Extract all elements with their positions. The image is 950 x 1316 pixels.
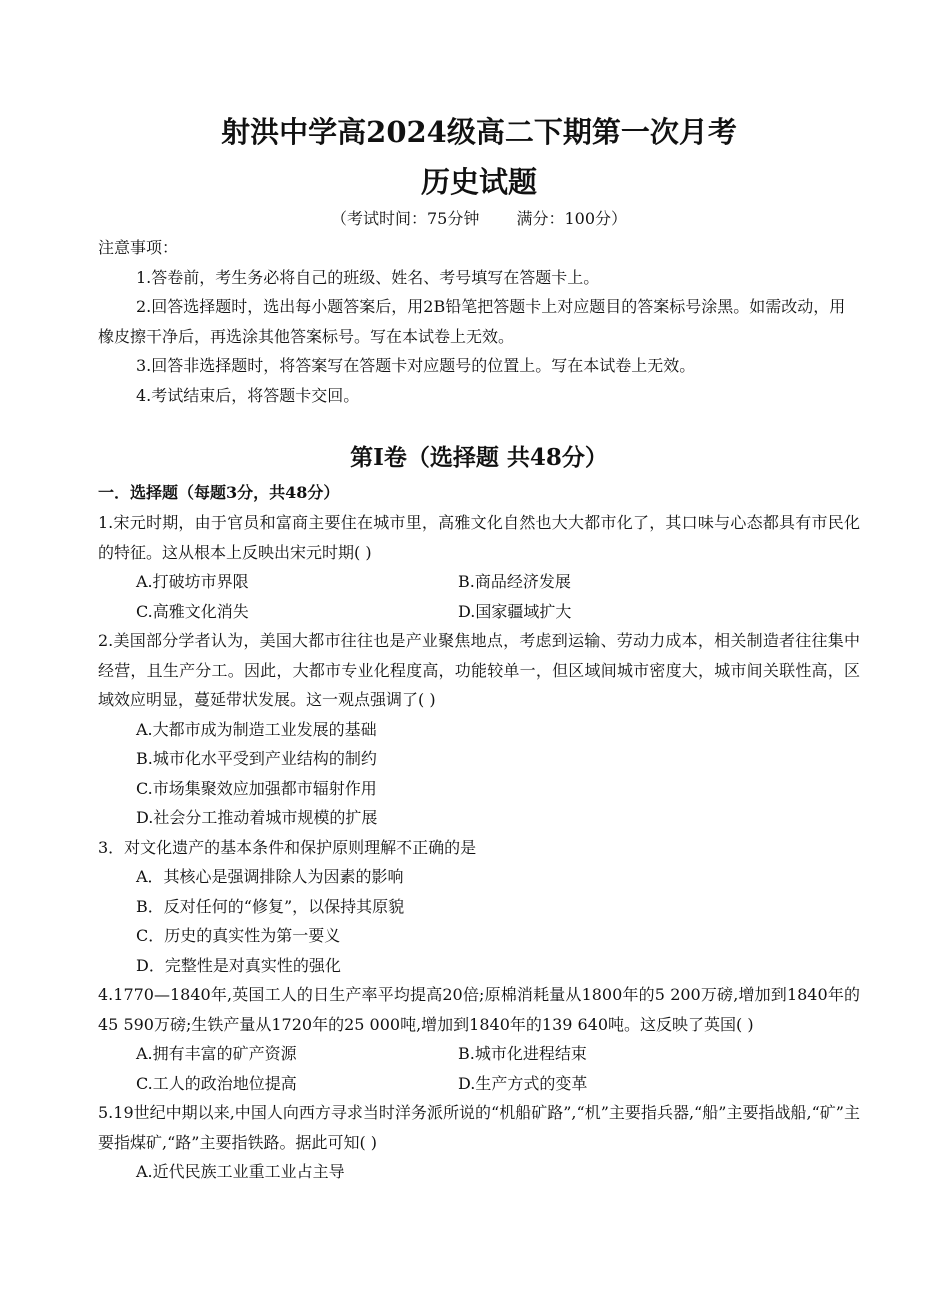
options-grid bbox=[98, 567, 860, 626]
option-a: A.大都市成为制造工业发展的基础 bbox=[136, 719, 377, 739]
option-d: D．完整性是对真实性的强化 bbox=[136, 955, 341, 975]
question-stem: 4.1770—1840年,英国工人的日生产率平均提高20倍;原棉消耗量从1800年的5 200万磅,增加到1840年的45 590万磅;生铁产量从1720年的25 000吨,增加到1840年的139 640吨。这反映了英国( ) bbox=[98, 985, 860, 1034]
question-1 bbox=[98, 508, 860, 626]
exam-title: 射洪中学高2024级高二下期第一次月考 bbox=[221, 115, 737, 149]
option-b: B．反对任何的“修复”，以保持其原貌 bbox=[136, 896, 405, 916]
exam-meta bbox=[98, 207, 860, 231]
notice-item: 4.考试结束后，将答题卡交回。 bbox=[136, 385, 360, 405]
question-2 bbox=[98, 626, 860, 833]
exam-subtitle: 历史试题 bbox=[420, 165, 537, 199]
option-a: A.近代民族工业重工业占主导 bbox=[136, 1162, 345, 1181]
exam-time: （考试时间：75分钟 bbox=[330, 209, 480, 228]
options-grid bbox=[98, 1039, 860, 1098]
option-d: D.社会分工推动着城市规模的扩展 bbox=[136, 808, 378, 827]
option-d: D.生产方式的变革 bbox=[458, 1073, 588, 1093]
question-stem: 3．对文化遗产的基本条件和保护原则理解不正确的是 bbox=[98, 837, 477, 857]
notice-item: 2.回答选择题时，选出每小题答案后，用2B铅笔把答题卡上对应题目的答案标号涂黑。如需改动，用橡皮擦干净后，再选涂其他答案标号。写在本试卷上无效。 bbox=[98, 297, 846, 346]
option-c: C．历史的真实性为第一要义 bbox=[136, 926, 341, 945]
question-stem: 1.宋元时期，由于官员和富商主要住在城市里，高雅文化自然也大大都市化了，其口味与心态都具有市民化的特征。这从根本上反映出宋元时期( ) bbox=[98, 513, 860, 562]
option-b: B.商品经济发展 bbox=[458, 572, 571, 591]
option-b: B.城市化进程结束 bbox=[458, 1044, 587, 1063]
question-3 bbox=[98, 833, 860, 981]
option-d: D.国家疆域扩大 bbox=[458, 601, 572, 621]
option-c: C.高雅文化消失 bbox=[136, 601, 249, 621]
question-stem: 2.美国部分学者认为，美国大都市往往也是产业聚焦地点，考虑到运输、劳动力成本，相关制造者往往集中经营，且生产分工。因此，大都市专业化程度高，功能较单一，但区域间城市密度大，城市间关联性高，区域效应明显，蔓延带状发展。这一观点强调了( ) bbox=[98, 631, 860, 709]
option-c: C.市场集聚效应加强都市辐射作用 bbox=[136, 778, 377, 798]
section-title: 第I卷（选择题 共48分） bbox=[350, 444, 608, 471]
exam-score: 满分：100分） bbox=[516, 209, 627, 228]
section-subtitle: 一．选择题（每题3分，共48分） bbox=[98, 483, 340, 502]
notice-item: 3.回答非选择题时，将答案写在答题卡对应题号的位置上。写在本试卷上无效。 bbox=[136, 356, 696, 375]
notice-heading: 注意事项： bbox=[98, 238, 179, 257]
question-5 bbox=[98, 1098, 860, 1187]
option-a: A．其核心是强调排除人为因素的影响 bbox=[136, 867, 404, 886]
notice-block bbox=[98, 233, 860, 410]
notice-item: 1.答卷前，考生务必将自己的班级、姓名、考号填写在答题卡上。 bbox=[136, 267, 600, 287]
question-stem: 5.19世纪中期以来,中国人向西方寻求当时洋务派所说的“机船矿路”,“机”主要指兵器,“船”主要指战船,“矿”主要指煤矿,“路”主要指铁路。据此可知( ) bbox=[98, 1103, 860, 1152]
option-b: B.城市化水平受到产业结构的制约 bbox=[136, 749, 377, 768]
question-4 bbox=[98, 980, 860, 1098]
option-a: A.拥有丰富的矿产资源 bbox=[136, 1044, 297, 1063]
option-a: A.打破坊市界限 bbox=[136, 572, 249, 591]
option-c: C.工人的政治地位提高 bbox=[136, 1073, 297, 1093]
